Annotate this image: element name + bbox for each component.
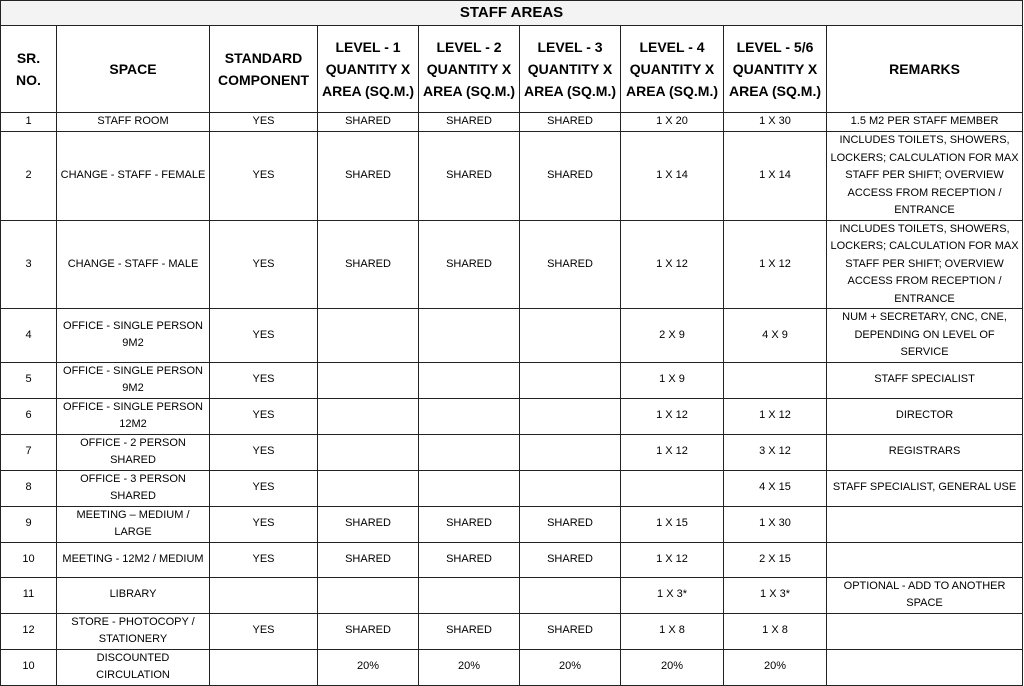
cell-level-5-6: 1 X 14 (724, 132, 827, 221)
cell-space: STORE - PHOTOCOPY / STATIONERY (57, 613, 210, 649)
cell-level-4: 1 X 12 (621, 542, 724, 577)
cell-standard: YES (210, 398, 318, 434)
cell-level-5-6: 1 X 3* (724, 577, 827, 613)
cell-remarks: INCLUDES TOILETS, SHOWERS, LOCKERS; CALCULATION FOR MAX STAFF PER SHIFT; OVERVIEW ACCESS FROM RECEPTION / ENTRANCE (827, 220, 1023, 309)
cell-level-5-6: 1 X 30 (724, 113, 827, 132)
cell-sr-no: 4 (1, 309, 57, 363)
table-row (1, 362, 1023, 398)
cell-level-4: 1 X 12 (621, 398, 724, 434)
cell-level-4 (621, 470, 724, 506)
cell-remarks: INCLUDES TOILETS, SHOWERS, LOCKERS; CALCULATION FOR MAX STAFF PER SHIFT; OVERVIEW ACCESS FROM RECEPTION / ENTRANCE (827, 132, 1023, 221)
cell-level-1 (318, 309, 419, 363)
cell-level-2: SHARED (419, 220, 520, 309)
cell-level-3 (520, 577, 621, 613)
cell-level-3: SHARED (520, 613, 621, 649)
table-row (1, 434, 1023, 470)
cell-remarks (827, 506, 1023, 542)
cell-remarks: 1.5 M2 PER STAFF MEMBER (827, 113, 1023, 132)
cell-sr-no: 5 (1, 362, 57, 398)
cell-remarks: NUM + SECRETARY, CNC, CNE, DEPENDING ON LEVEL OF SERVICE (827, 309, 1023, 363)
cell-sr-no: 3 (1, 220, 57, 309)
cell-remarks: STAFF SPECIALIST, GENERAL USE (827, 470, 1023, 506)
cell-sr-no: 11 (1, 577, 57, 613)
cell-standard: YES (210, 434, 318, 470)
cell-level-4: 1 X 14 (621, 132, 724, 221)
cell-standard: YES (210, 220, 318, 309)
cell-level-1 (318, 577, 419, 613)
cell-space: LIBRARY (57, 577, 210, 613)
cell-standard: YES (210, 309, 318, 363)
cell-level-2: 20% (419, 649, 520, 685)
cell-level-1 (318, 434, 419, 470)
header-standard-component: STANDARD COMPONENT (210, 26, 318, 113)
cell-level-5-6: 1 X 12 (724, 220, 827, 309)
cell-space: OFFICE - SINGLE PERSON 12M2 (57, 398, 210, 434)
cell-sr-no: 9 (1, 506, 57, 542)
cell-standard: YES (210, 132, 318, 221)
table-row (1, 649, 1023, 685)
cell-level-1 (318, 398, 419, 434)
header-remarks: REMARKS (827, 26, 1023, 113)
cell-remarks (827, 542, 1023, 577)
cell-level-3: SHARED (520, 506, 621, 542)
title-row (1, 1, 1023, 26)
cell-level-3: SHARED (520, 542, 621, 577)
cell-sr-no: 7 (1, 434, 57, 470)
cell-level-4: 1 X 12 (621, 434, 724, 470)
cell-level-1: SHARED (318, 542, 419, 577)
cell-level-2: SHARED (419, 542, 520, 577)
table-row (1, 132, 1023, 221)
cell-space: MEETING - 12M2 / MEDIUM (57, 542, 210, 577)
table-row (1, 113, 1023, 132)
cell-remarks: OPTIONAL - ADD TO ANOTHER SPACE (827, 577, 1023, 613)
cell-standard: YES (210, 113, 318, 132)
cell-space: STAFF ROOM (57, 113, 210, 132)
cell-level-4: 1 X 12 (621, 220, 724, 309)
cell-level-5-6 (724, 362, 827, 398)
cell-level-3: SHARED (520, 132, 621, 221)
cell-standard: YES (210, 613, 318, 649)
cell-level-2 (419, 577, 520, 613)
cell-level-5-6: 20% (724, 649, 827, 685)
cell-level-3 (520, 434, 621, 470)
cell-space: OFFICE - SINGLE PERSON 9M2 (57, 309, 210, 363)
cell-level-3: 20% (520, 649, 621, 685)
cell-standard: YES (210, 542, 318, 577)
cell-standard: YES (210, 362, 318, 398)
table-row (1, 470, 1023, 506)
cell-level-2: SHARED (419, 113, 520, 132)
cell-level-1: 20% (318, 649, 419, 685)
cell-space: OFFICE - SINGLE PERSON 9M2 (57, 362, 210, 398)
cell-space: DISCOUNTED CIRCULATION (57, 649, 210, 685)
cell-standard (210, 649, 318, 685)
cell-sr-no: 10 (1, 649, 57, 685)
cell-level-2: SHARED (419, 132, 520, 221)
table-row (1, 220, 1023, 309)
cell-level-2 (419, 470, 520, 506)
table-row (1, 542, 1023, 577)
cell-space: OFFICE - 2 PERSON SHARED (57, 434, 210, 470)
cell-level-2: SHARED (419, 613, 520, 649)
cell-level-5-6: 1 X 30 (724, 506, 827, 542)
cell-level-2 (419, 362, 520, 398)
cell-level-2 (419, 434, 520, 470)
header-level-2: LEVEL - 2 QUANTITY X AREA (SQ.M.) (419, 26, 520, 113)
cell-level-4: 1 X 9 (621, 362, 724, 398)
cell-level-4: 1 X 3* (621, 577, 724, 613)
cell-level-1: SHARED (318, 220, 419, 309)
cell-space: CHANGE - STAFF - MALE (57, 220, 210, 309)
cell-space: MEETING – MEDIUM / LARGE (57, 506, 210, 542)
cell-level-2 (419, 398, 520, 434)
cell-level-5-6: 1 X 8 (724, 613, 827, 649)
cell-level-3 (520, 398, 621, 434)
header-level-5-6: LEVEL - 5/6 QUANTITY X AREA (SQ.M.) (724, 26, 827, 113)
cell-level-4: 1 X 15 (621, 506, 724, 542)
cell-sr-no: 12 (1, 613, 57, 649)
cell-space: OFFICE - 3 PERSON SHARED (57, 470, 210, 506)
cell-level-4: 1 X 8 (621, 613, 724, 649)
header-row (1, 26, 1023, 113)
table-row (1, 398, 1023, 434)
cell-level-3 (520, 362, 621, 398)
cell-level-2 (419, 309, 520, 363)
cell-level-1 (318, 362, 419, 398)
header-level-4: LEVEL - 4 QUANTITY X AREA (SQ.M.) (621, 26, 724, 113)
cell-standard (210, 577, 318, 613)
cell-sr-no: 6 (1, 398, 57, 434)
header-level-1: LEVEL - 1 QUANTITY X AREA (SQ.M.) (318, 26, 419, 113)
cell-level-4: 20% (621, 649, 724, 685)
cell-remarks (827, 613, 1023, 649)
table-row (1, 506, 1023, 542)
cell-remarks (827, 649, 1023, 685)
cell-level-3 (520, 470, 621, 506)
cell-remarks: REGISTRARS (827, 434, 1023, 470)
cell-level-3: SHARED (520, 220, 621, 309)
cell-level-2: SHARED (419, 506, 520, 542)
header-level-3: LEVEL - 3 QUANTITY X AREA (SQ.M.) (520, 26, 621, 113)
cell-level-1 (318, 470, 419, 506)
cell-level-5-6: 1 X 12 (724, 398, 827, 434)
cell-sr-no: 1 (1, 113, 57, 132)
cell-level-4: 2 X 9 (621, 309, 724, 363)
table-row (1, 577, 1023, 613)
cell-remarks: STAFF SPECIALIST (827, 362, 1023, 398)
cell-level-1: SHARED (318, 113, 419, 132)
cell-standard: YES (210, 506, 318, 542)
header-space: SPACE (57, 26, 210, 113)
cell-space: CHANGE - STAFF - FEMALE (57, 132, 210, 221)
cell-level-5-6: 4 X 15 (724, 470, 827, 506)
cell-remarks: DIRECTOR (827, 398, 1023, 434)
cell-level-1: SHARED (318, 132, 419, 221)
cell-level-1: SHARED (318, 506, 419, 542)
cell-level-5-6: 4 X 9 (724, 309, 827, 363)
cell-level-1: SHARED (318, 613, 419, 649)
table-title: STAFF AREAS (1, 1, 1023, 26)
cell-level-3 (520, 309, 621, 363)
cell-sr-no: 8 (1, 470, 57, 506)
table-row (1, 309, 1023, 363)
table-row (1, 613, 1023, 649)
cell-level-5-6: 3 X 12 (724, 434, 827, 470)
cell-sr-no: 2 (1, 132, 57, 221)
cell-level-3: SHARED (520, 113, 621, 132)
cell-sr-no: 10 (1, 542, 57, 577)
cell-standard: YES (210, 470, 318, 506)
header-sr-no: SR. NO. (1, 26, 57, 113)
cell-level-5-6: 2 X 15 (724, 542, 827, 577)
cell-level-4: 1 X 20 (621, 113, 724, 132)
